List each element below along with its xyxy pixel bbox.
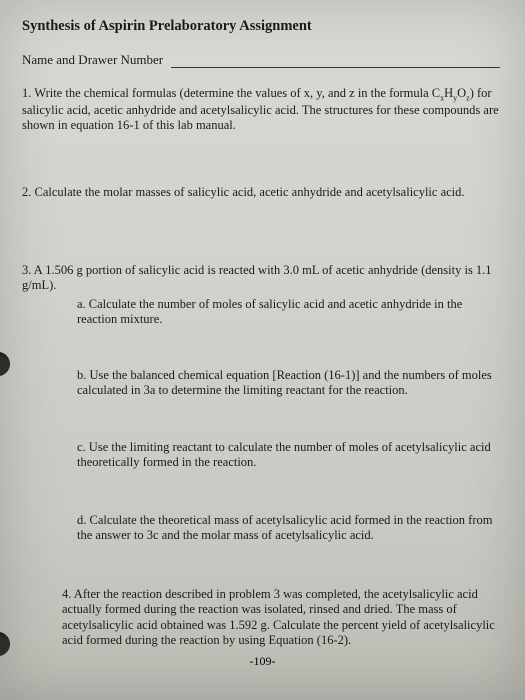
page-title: Synthesis of Aspirin Prelaboratory Assignment <box>22 18 312 34</box>
page-number: -109- <box>249 654 276 668</box>
answer-line <box>171 55 500 68</box>
name-drawer-field <box>22 52 500 68</box>
worksheet-content <box>22 18 500 648</box>
question-3b: b. Use the balanced chemical equation [Reaction (16-1)] and the numbers of moles calculated in 3a to determine the limiting reactant for the reaction. <box>77 367 492 397</box>
question-3c: c. Use the limiting reactant to calculate the number of moles of acetylsalicylic acid theoretically formed in the reaction. <box>77 440 491 470</box>
question-4: 4. After the reaction described in problem 3 was completed, the acetylsalicylic acid actually formed during the reaction was isolated, rinsed and dried. The mass of acetylsalicylic acid obtained was 1.592 g. Calculate the percent yield of acetylsalicylic acid formed during the reaction by using Equation (16-2). <box>62 587 495 647</box>
question-2: 2. Calculate the molar masses of salicylic acid, acetic anhydride and acetylsalicylic acid. <box>22 185 465 200</box>
binder-hole <box>0 632 10 656</box>
question-3: 3. A 1.506 g portion of salicylic acid is reacted with 3.0 mL of acetic anhydride (density is 1.1 g/mL). <box>22 262 492 292</box>
question-3d: d. Calculate the theoretical mass of acetylsalicylic acid formed in the reaction from the answer to 3c and the molar mass of acetylsalicylic acid. <box>77 512 493 542</box>
question-1: 1. Write the chemical formulas (determine the values of x, y, and z in the formula $C_xH_yO_z$) for salicylic acid, acetic anhydride and acetylsalicylic acid. The structures for these compounds are shown in equation 16-1 of this lab manual. <box>22 85 499 133</box>
question-3a: a. Calculate the number of moles of salicylic acid and acetic anhydride in the reaction mixture. <box>77 297 463 327</box>
binder-hole <box>0 352 10 376</box>
name-label: Name and Drawer Number <box>22 51 164 67</box>
